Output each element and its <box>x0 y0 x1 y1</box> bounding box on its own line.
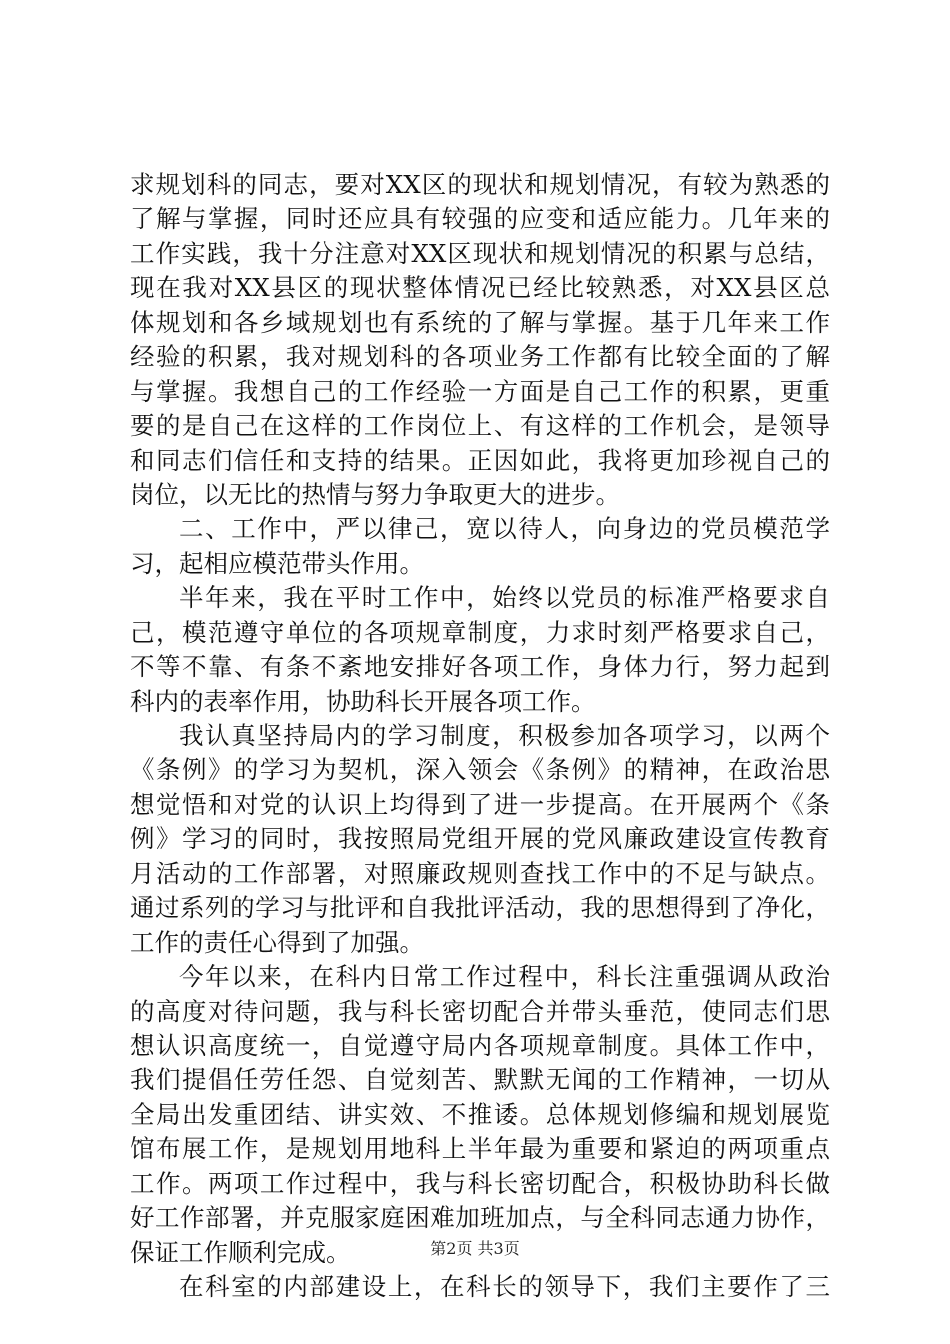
text-line: 例》学习的同时，我按照局党组开展的党风廉政建设宣传教育 <box>130 824 830 854</box>
text-line: 在科室的内部建设上，在科长的领导下，我们主要作了三 <box>179 1272 830 1301</box>
text-line: 习，起相应模范带头作用。 <box>130 548 424 578</box>
text-line: 工作的责任心得到了加强。 <box>130 927 424 957</box>
text-line: 经验的积累，我对规划科的各项业务工作都有比较全面的了解 <box>130 342 830 372</box>
text-line: 我认真坚持局内的学习制度，积极参加各项学习，以两个 <box>179 721 830 750</box>
text-line: 的高度对待问题，我与科长密切配合并带头垂范，使同志们思 <box>130 996 830 1026</box>
text-line: 半年来，我在平时工作中，始终以党员的标准严格要求自 <box>179 583 830 613</box>
text-line: 二、工作中，严以律己，宽以待人，向身边的党员模范学 <box>179 514 830 544</box>
text-line: 与掌握。我想自己的工作经验一方面是自己工作的积累，更重 <box>130 376 830 406</box>
text-line: 想觉悟和对党的认识上均得到了进一步提高。在开展两个《条 <box>130 789 830 819</box>
text-line: 体规划和各乡域规划也有系统的了解与掌握。基于几年来工作 <box>130 307 830 337</box>
text-line: 不等不靠、有条不紊地安排好各项工作，身体力行，努力起到 <box>130 652 830 682</box>
text-line: 我们提倡任劳任怨、自觉刻苦、默默无闻的工作精神，一切从 <box>130 1065 830 1095</box>
text-line: 了解与掌握，同时还应具有较强的应变和适应能力。几年来的 <box>130 204 830 234</box>
text-line: 己，模范遵守单位的各项规章制度，力求时刻严格要求自己， <box>130 617 830 647</box>
text-line: 全局出发重团结、讲实效、不推诿。总体规划修编和规划展览 <box>130 1099 830 1129</box>
text-line: 馆布展工作，是规划用地科上半年最为重要和紧迫的两项重点 <box>130 1134 830 1164</box>
page-footer: 第2页 共3页 <box>430 1239 520 1258</box>
text-line: 科内的表率作用，协助科长开展各项工作。 <box>130 686 596 716</box>
text-line: 工作实践，我十分注意对XX区现状和规划情况的积累与总结， <box>130 238 830 268</box>
document-body <box>130 168 830 1304</box>
text-line: 保证工作顺利完成。 <box>130 1237 351 1267</box>
text-line: 《条例》的学习为契机，深入领会《条例》的精神，在政治思 <box>130 755 830 785</box>
text-line: 通过系列的学习与批评和自我批评活动，我的思想得到了净化， <box>130 893 830 923</box>
text-line: 月活动的工作部署，对照廉政规则查找工作中的不足与缺点。 <box>130 858 830 888</box>
text-line: 现在我对XX县区的现状整体情况已经比较熟悉，对XX县区总 <box>130 273 830 303</box>
text-line: 岗位，以无比的热情与努力争取更大的进步。 <box>130 479 620 509</box>
text-line: 求规划科的同志，要对XX区的现状和规划情况，有较为熟悉的 <box>130 170 830 199</box>
text-line: 工作。两项工作过程中，我与科长密切配合，积极协助科长做 <box>130 1168 830 1198</box>
text-line: 和同志们信任和支持的结果。正因如此，我将更加珍视自己的 <box>130 445 830 475</box>
text-line: 想认识高度统一，自觉遵守局内各项规章制度。具体工作中， <box>130 1030 830 1060</box>
text-line: 好工作部署，并克服家庭困难加班加点，与全科同志通力协作， <box>130 1203 830 1233</box>
text-line: 要的是自己在这样的工作岗位上、有这样的工作机会，是领导 <box>130 411 830 441</box>
text-line: 今年以来，在科内日常工作过程中，科长注重强调从政治 <box>179 962 830 992</box>
